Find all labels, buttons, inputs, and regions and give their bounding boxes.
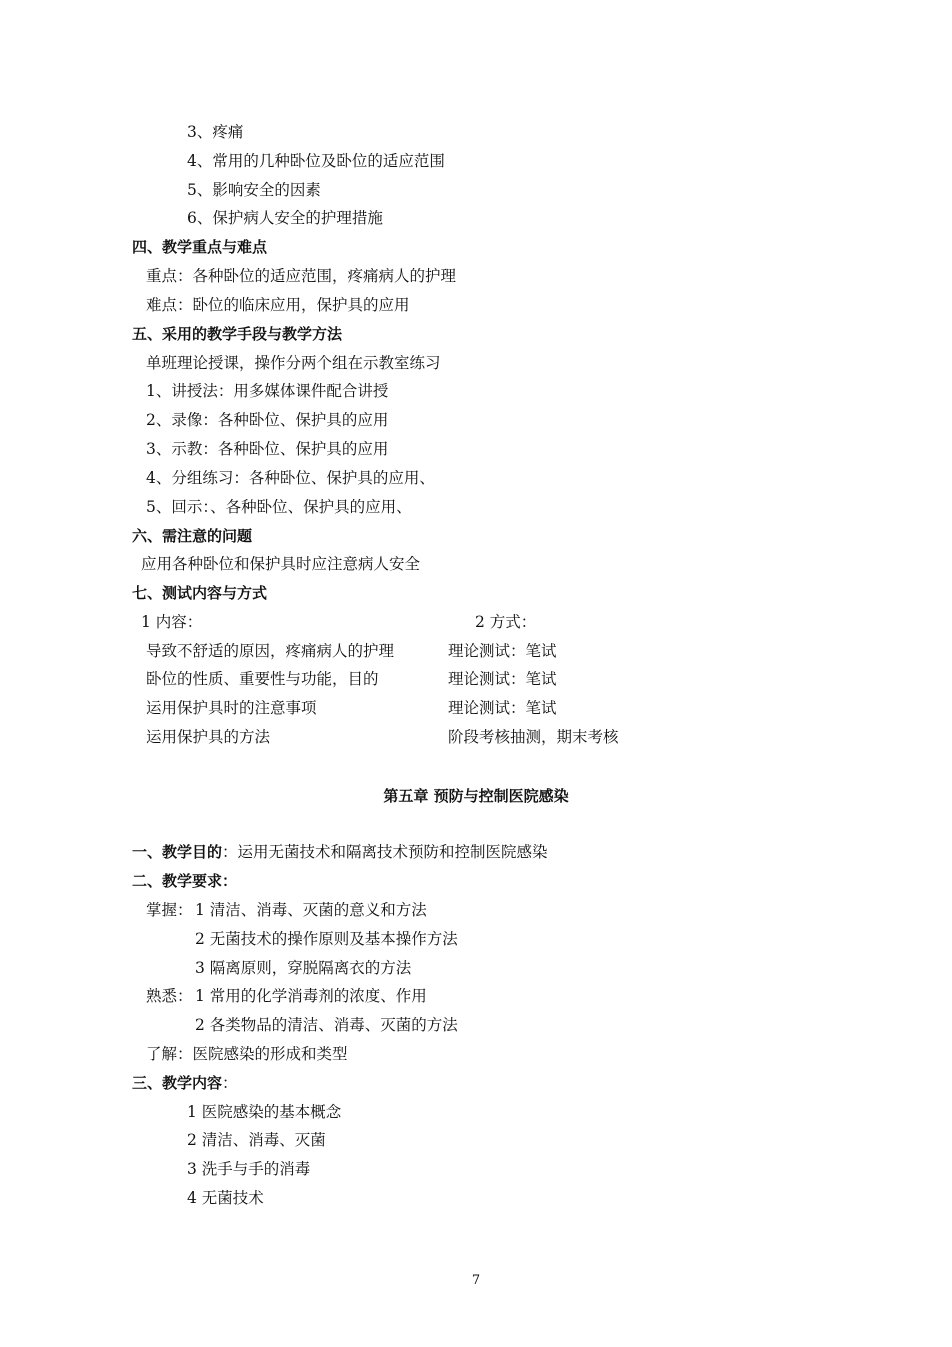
test-content-cell: 导致不舒适的原因，疼痛病人的护理: [146, 642, 395, 660]
master-label: 掌握：: [146, 901, 193, 919]
section-heading-content: [132, 1073, 238, 1093]
test-content-cell: 运用保护具时的注意事项: [146, 699, 317, 717]
method-item: 2、录像：各种卧位、保护具的应用: [146, 411, 389, 429]
content-heading-label: 三、教学内容: [132, 1074, 223, 1092]
familiar-item: 1 常用的化学消毒剂的浓度、作用: [195, 987, 427, 1005]
test-method-cell: 理论测试：笔试: [448, 670, 557, 688]
master-item: 2 无菌技术的操作原则及基本操作方法: [195, 930, 458, 948]
content-heading-suffix: ：: [222, 1074, 238, 1092]
method-item: 3、示教：各种卧位、保护具的应用: [146, 440, 389, 458]
objective-line: [132, 842, 548, 862]
test-content-cell: 运用保护具的方法: [146, 728, 271, 746]
notes-text: 应用各种卧位和保护具时应注意病人安全: [141, 555, 421, 573]
key-point-text: 重点：各种卧位的适应范围，疼痛病人的护理: [146, 267, 457, 285]
content-item: 6、保护病人安全的护理措施: [187, 209, 383, 227]
objective-label: 一、教学目的: [132, 843, 223, 861]
section-heading-notes: 六、需注意的问题: [132, 527, 253, 545]
test-content-label: 1 内容：: [141, 613, 203, 631]
test-method-cell: 阶段考核抽测，期末考核: [448, 728, 619, 746]
test-method-cell: 理论测试：笔试: [448, 642, 557, 660]
section-heading-requirements: 二、教学要求：: [132, 872, 238, 890]
page-number: 7: [471, 1273, 481, 1288]
content-item: 5、影响安全的因素: [187, 181, 321, 199]
master-item: 1 清洁、消毒、灭菌的意义和方法: [195, 901, 427, 919]
ch5-content-item: 2 清洁、消毒、灭菌: [187, 1131, 326, 1149]
section-heading-test: 七、测试内容与方式: [132, 584, 268, 602]
method-item: 单班理论授课，操作分两个组在示教室练习: [146, 354, 441, 372]
chapter-title: 第五章 预防与控制医院感染: [383, 787, 569, 805]
understand-line: 了解：医院感染的形成和类型: [146, 1045, 348, 1063]
difficult-point-text: 难点：卧位的临床应用，保护具的应用: [146, 296, 410, 314]
method-item: 5、回示：、各种卧位、保护具的应用、: [146, 498, 412, 516]
method-item: 1、讲授法：用多媒体课件配合讲授: [146, 382, 389, 400]
section-heading-methods: 五、采用的教学手段与教学方法: [132, 325, 343, 343]
ch5-content-item: 4 无菌技术: [187, 1189, 264, 1207]
familiar-label: 熟悉：: [146, 987, 193, 1005]
master-item: 3 隔离原则，穿脱隔离衣的方法: [195, 959, 412, 977]
content-item: 4、常用的几种卧位及卧位的适应范围: [187, 152, 445, 170]
ch5-content-item: 1 医院感染的基本概念: [187, 1103, 342, 1121]
content-item: 3、疼痛: [187, 123, 244, 141]
section-heading-key-points: 四、教学重点与难点: [132, 238, 268, 256]
objective-text: ：运用无菌技术和隔离技术预防和控制医院感染: [222, 843, 548, 861]
familiar-item: 2 各类物品的清洁、消毒、灭菌的方法: [195, 1016, 458, 1034]
method-item: 4、分组练习：各种卧位、保护具的应用、: [146, 469, 435, 487]
test-method-cell: 理论测试：笔试: [448, 699, 557, 717]
ch5-content-item: 3 洗手与手的消毒: [187, 1160, 311, 1178]
test-content-cell: 卧位的性质、重要性与功能，目的: [146, 670, 379, 688]
test-method-label: 2 方式：: [475, 613, 537, 631]
